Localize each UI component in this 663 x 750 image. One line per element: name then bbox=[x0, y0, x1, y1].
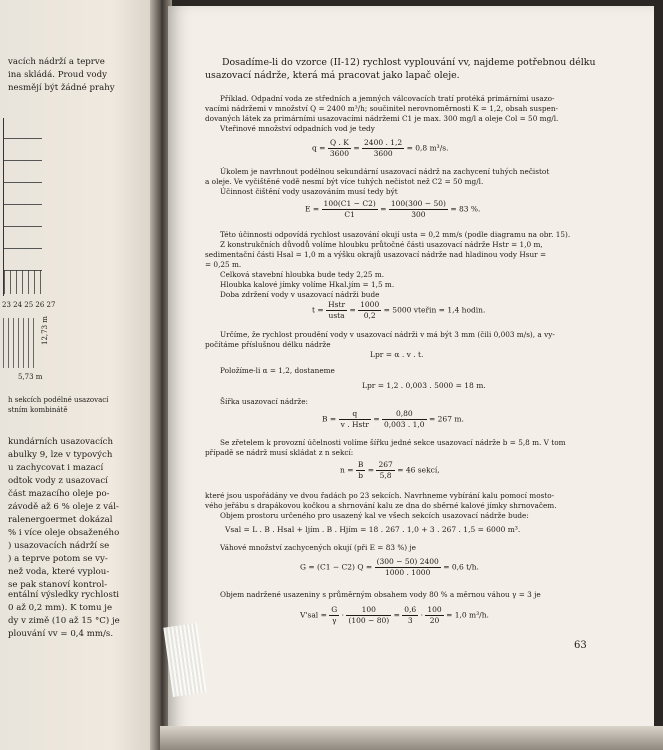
left-text-line: % i více oleje obsaženého bbox=[8, 528, 120, 538]
text-line: Hloubka kalové jímky volíme Hkal.jím = 1,5 m. bbox=[220, 280, 395, 289]
equation-q: q = $\frac{Q . K}{3600}$ = $\frac{2400 . 1,2}{3600}$ = 0,8 m³/s. bbox=[312, 138, 449, 158]
left-text-line: kundárních usazovacích bbox=[8, 437, 114, 447]
equation-weight: G = (C1 − C2) Q = $\frac{(300 - 50) 2400}{1000 . 1000}$ = 0,6 t/h. bbox=[300, 557, 479, 577]
text-line: vého jeřábu s drapákovou kočkou a shrnování kalu ze dna do sběrné kalové jímky shrnovačem. bbox=[205, 501, 557, 510]
left-text-line: ) usazovacích nádrží se bbox=[8, 541, 110, 551]
left-text-line: nesmějí být žádné prahy bbox=[8, 83, 115, 93]
equation-time: t = $\frac{\text{Hstr}}{\text{usta}}$ = $\frac{1000}{0,2}$ = 5000 vteřin = 1,4 hodin. bbox=[312, 300, 486, 320]
left-figure bbox=[3, 118, 42, 296]
text-line: Položíme-li α = 1,2, dostaneme bbox=[220, 366, 335, 375]
task-line: Účinnost čištění vody usazováním musí tedy být bbox=[220, 187, 398, 196]
text-line: Z konstrukčních důvodů volíme hloubku průtočné části usazovací nádrže Hstr = 1,0 m, bbox=[220, 240, 543, 249]
left-text-line: ) a teprve potom se vy- bbox=[8, 554, 108, 564]
left-text-line: část mazacího oleje po- bbox=[8, 489, 110, 499]
left-text-line: 0 až 0,2 mm). K tomu je bbox=[8, 603, 113, 613]
text-line: Objem nadržené usazeniny s průměrným obsahem vody 80 % a měrnou váhou γ = 3 je bbox=[220, 590, 541, 599]
example-line: dovaných látek za primárními usazovacími nádržemi C1 je max. 300 mg/l a oleje Col = 50 mg/l. bbox=[205, 114, 559, 123]
text-line: = 0,25 m. bbox=[205, 260, 242, 269]
equation-efficiency: E = $\frac{100(C1 - C2)}{C1}$ = $\frac{100(300 - 50)}{300}$ = 83 %. bbox=[305, 199, 481, 219]
intro-line: Dosadíme-li do vzorce (II-12) rychlost vyplouvání vv, najdeme potřebnou délku bbox=[222, 57, 596, 68]
left-text-line: závodě až 6 % oleje z vál- bbox=[8, 502, 119, 512]
text-line: Objem prostoru určeného pro usazený kal ve všech sekcích usazovací nádrže bude: bbox=[220, 511, 529, 520]
left-caption-line: stním kombinátě bbox=[8, 406, 68, 414]
text-line: Se zřetelem k provozní účelnosti volíme šířku jedné sekce usazovací nádrže b = 5,8 m. V tom bbox=[220, 438, 566, 447]
left-text-line: u zachycovat i mazací bbox=[8, 463, 104, 473]
equation-sediment-volume: V'sal = $\frac{G}{\gamma}$ · $\frac{100}{(100 - 80)}$ = $\frac{0,6}{3}$ · $\frac{100}{20}$ = 1,0 m³/h. bbox=[300, 605, 489, 625]
left-text-line: abulky 9, lze v typových bbox=[8, 450, 113, 460]
left-text-line: odtok vody z usazovací bbox=[8, 476, 108, 486]
left-text-line: se pak stanoví kontrol- bbox=[8, 580, 108, 590]
text-line: které jsou uspořádány ve dvou řadách po 23 sekcích. Navrhneme vybírání kalu pomocí mosto- bbox=[205, 491, 555, 500]
equation-length: Lpr = α . v . t. bbox=[370, 350, 424, 359]
text-line: Celková stavební hloubka bude tedy 2,25 m. bbox=[220, 270, 385, 279]
equation-volume: Vsal = L . B . Hsal + ljím . B . Hjím = 18 . 267 . 1,0 + 3 . 267 . 1,5 = 6000 m³. bbox=[225, 525, 521, 534]
left-figure-label-top: 23 24 25 26 27 bbox=[2, 301, 56, 309]
left-text-line: ralenergoermet dokázal bbox=[8, 515, 113, 525]
equation-width: B = $\frac{q}{\text{v . Hstr}}$ = $\frac{0,80}{0,003 . 1,0}$ = 267 m. bbox=[322, 409, 464, 429]
equation-length-value: Lpr = 1,2 . 0,003 . 5000 = 18 m. bbox=[362, 381, 486, 390]
text-line: sedimentační části Hsal = 1,0 m a výšku okrajů usazovací nádrže nad hladinou vody Hsur = bbox=[205, 250, 547, 259]
left-figure-label-bottom: 5,73 m bbox=[18, 373, 43, 381]
left-text-line: plouvání vv = 0,4 mm/s. bbox=[8, 629, 114, 639]
left-figure-2 bbox=[3, 318, 37, 368]
left-caption-line: h sekcích podélné usazovací bbox=[8, 396, 109, 404]
text-line: Této účinnosti odpovídá rychlost usazování okují usta = 0,2 mm/s (podle diagramu na obr. 15). bbox=[220, 230, 571, 239]
left-text-line: ina skládá. Proud vody bbox=[8, 70, 107, 80]
text-line: Určíme, že rychlost proudění vody v usazovací nádrži v má být 3 mm (čili 0,003 m/s), a vy- bbox=[220, 330, 555, 339]
left-figure-label-right: 12,73 m bbox=[41, 316, 49, 345]
text-line: Doba zdržení vody v usazovací nádrži bude bbox=[220, 290, 380, 299]
page-number: 63 bbox=[574, 640, 587, 651]
left-text-line: vacích nádrží a teprve bbox=[8, 57, 105, 67]
equation-sections: n = $\frac{B}{b}$ = $\frac{267}{5,8}$ = 46 sekcí, bbox=[340, 460, 440, 480]
text-line: případě se nádrž musí skládat z n sekcí: bbox=[205, 448, 354, 457]
example-line: vacími nádržemi v množství Q = 2400 m³/h; součinitel nerovnoměrnosti K = 1,2, obsah suspen- bbox=[205, 104, 558, 113]
text-line: počítáme příslušnou délku nádrže bbox=[205, 340, 331, 349]
task-line: Úkolem je navrhnout podélnou sekundární usazovací nádrž na zachycení tuhých nečistot bbox=[220, 167, 550, 176]
text-line: Váhové množství zachycených okují (při E = 83 %) je bbox=[220, 543, 417, 552]
left-text-line: entální výsledky rychlosti bbox=[8, 590, 120, 600]
left-text-line: než voda, které vyplou- bbox=[8, 567, 110, 577]
example-line: Vteřinové množství odpadních vod je tedy bbox=[220, 124, 375, 133]
example-line: Příklad. Odpadní voda ze středních a jemných válcovacích tratí protéká primárními usazo- bbox=[220, 94, 555, 103]
page-bottom-edge bbox=[160, 726, 663, 750]
task-line: a oleje. Ve vyčištěné vodě nesmí být více tuhých nečistot než C2 = 50 mg/l. bbox=[205, 177, 484, 186]
intro-line: usazovací nádrže, která má pracovat jako lapač oleje. bbox=[205, 70, 460, 81]
left-text-line: dy v zimě (10 až 15 °C) je bbox=[8, 616, 120, 626]
left-page bbox=[0, 0, 160, 750]
text-line: Šířka usazovací nádrže: bbox=[220, 397, 308, 406]
